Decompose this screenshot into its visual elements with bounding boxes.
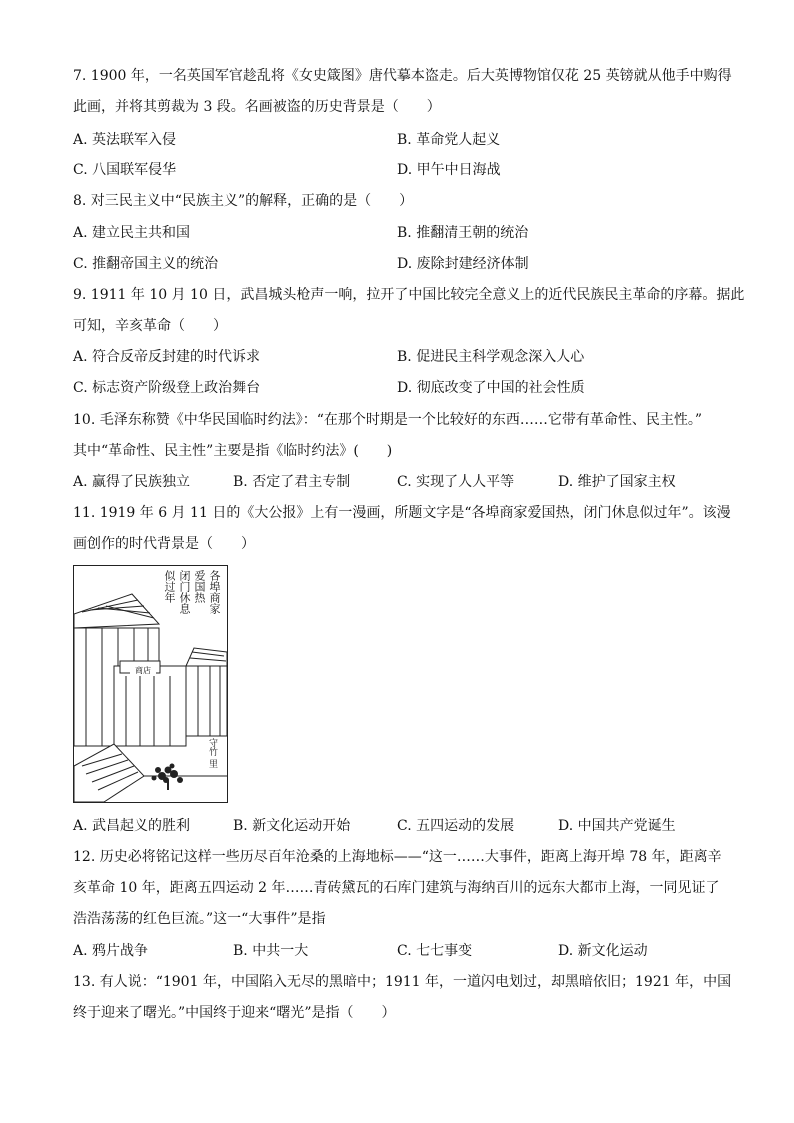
option-d: D. 甲午中日海战 — [397, 162, 501, 178]
option-b: B. 推翻清王朝的统治 — [397, 225, 529, 241]
cartoon-caption — [151, 570, 221, 640]
cartoon-caption-col: 各埠商家 — [208, 570, 221, 614]
option-b: B. 革命党人起义 — [397, 132, 501, 148]
option-a: A. 符合反帝反封建的时代诉求 — [73, 349, 261, 365]
shop-sign: 商店 — [130, 666, 156, 675]
option-c: C. 标志资产阶级登上政治舞台 — [73, 380, 261, 396]
question-stem-line: 13. 有人说：“1901 年，中国陷入无尽的黑暗中；1911 年，一道闪电划过，却黑暗依旧；1921 年，中国 — [73, 974, 732, 990]
cartoon-caption-col: 似过年 — [163, 570, 176, 603]
question-stem-line: 亥革命 10 年，距离五四运动 2 年……青砖黛瓦的石库门建筑与海纳百川的远东大都市上海，一同见证了 — [73, 880, 720, 896]
option-d: D. 中国共产党诞生 — [558, 818, 676, 834]
option-c: C. 推翻帝国主义的统治 — [73, 256, 219, 272]
question-stem-line: 8. 对三民主义中“民族主义”的解释，正确的是（ ） — [73, 193, 414, 209]
option-a: A. 鸦片战争 — [73, 943, 149, 959]
question-stem-line: 此画，并将其剪裁为 3 段。名画被盗的历史背景是（ ） — [73, 99, 441, 115]
question-stem-line: 终于迎来了曙光。”中国终于迎来“曙光”是指（ ） — [73, 1005, 396, 1021]
option-d: D. 彻底改变了中国的社会性质 — [397, 380, 585, 396]
option-b: B. 促进民主科学观念深入人心 — [397, 349, 585, 365]
artist-signature: 守竹 里 — [207, 738, 217, 768]
option-b: B. 新文化运动开始 — [233, 818, 351, 834]
cartoon-caption-col: 闭门休息 — [178, 570, 191, 614]
question-stem-line: 浩浩荡荡的红色巨流。”这一“大事件”是指 — [73, 911, 326, 927]
newspaper-cartoon — [73, 565, 228, 803]
question-stem-line: 10. 毛泽东称赞《中华民国临时约法》：“在那个时期是一个比较好的东西……它带有革命性、民主性。” — [73, 412, 703, 428]
question-stem-line: 11. 1919 年 6 月 11 日的《大公报》上有一漫画，所题文字是“各埠商家爱国热，闭门休息似过年”。该漫 — [73, 505, 731, 521]
option-d: D. 维护了国家主权 — [558, 474, 676, 490]
option-a: A. 英法联军入侵 — [73, 132, 177, 148]
cartoon-caption-col: 爱国热 — [193, 570, 206, 603]
question-stem-line: 12. 历史必将铭记这样一些历尽百年沧桑的上海地标——“这一……大事件，距离上海开埠 78 年，距离辛 — [73, 849, 722, 865]
question-stem-line: 其中“革命性、民主性”主要是指《临时约法》( ) — [73, 443, 393, 459]
option-c: C. 七七事变 — [397, 943, 473, 959]
question-stem-line: 7. 1900 年，一名英国军官趁乱将《女史箴图》唐代摹本盗走。后大英博物馆仅花 25 英镑就从他手中购得 — [73, 68, 732, 84]
option-a: A. 赢得了民族独立 — [73, 474, 191, 490]
shrub-icon — [152, 764, 184, 791]
option-b: B. 中共一大 — [233, 943, 309, 959]
question-stem-line: 画创作的时代背景是（ ） — [73, 536, 255, 552]
option-d: D. 废除封建经济体制 — [397, 256, 529, 272]
option-c: C. 八国联军侵华 — [73, 162, 177, 178]
option-c: C. 实现了人人平等 — [397, 474, 515, 490]
option-a: A. 建立民主共和国 — [73, 225, 191, 241]
question-stem-line: 9. 1911 年 10 月 10 日，武昌城头枪声一响，拉开了中国比较完全意义上的近代民族民主革命的序幕。据此 — [73, 287, 745, 303]
option-d: D. 新文化运动 — [558, 943, 648, 959]
option-b: B. 否定了君主专制 — [233, 474, 351, 490]
option-a: A. 武昌起义的胜利 — [73, 818, 191, 834]
option-c: C. 五四运动的发展 — [397, 818, 515, 834]
question-stem-line: 可知，辛亥革命（ ） — [73, 318, 227, 334]
